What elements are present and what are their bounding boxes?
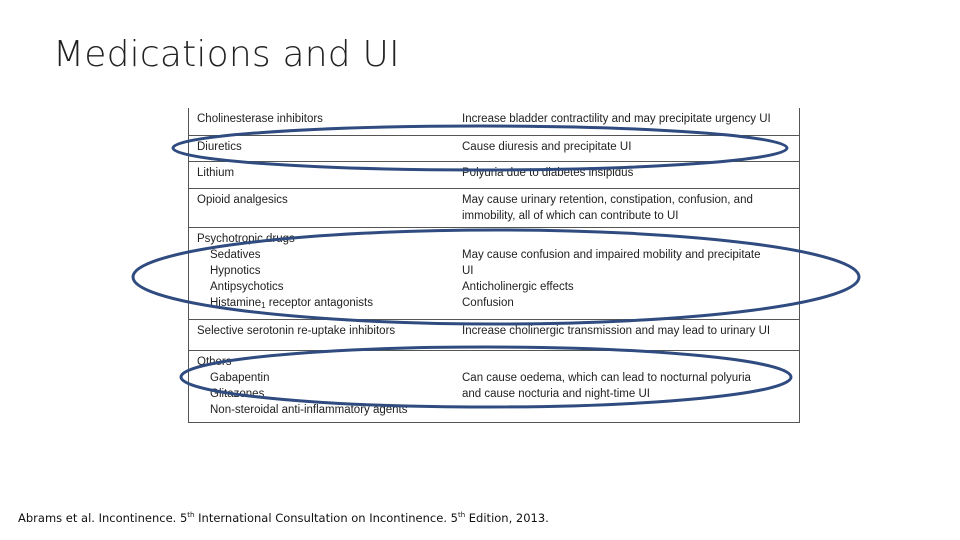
drug-name-subscript: 1 — [261, 301, 266, 310]
drug-name: Sedatives — [210, 249, 261, 261]
effect-text: Cause diuresis and precipitate UI — [462, 141, 632, 153]
effect-text: Increase bladder contractility and may precipitate urgency UI — [462, 113, 771, 125]
effect-text: May cause urinary retention, constipation, confusion, and — [462, 194, 753, 206]
drug-name: Cholinesterase inhibitors — [197, 113, 323, 125]
effect-text: and cause nocturia and night-time UI — [462, 388, 650, 400]
effect-cell — [462, 165, 792, 181]
table-row — [189, 351, 799, 422]
drug-cell — [197, 192, 457, 208]
effect-text: UI — [462, 265, 474, 277]
drug-name — [197, 295, 457, 314]
drug-name: Diuretics — [197, 141, 242, 153]
effect-text: Confusion — [462, 297, 514, 309]
effect-cell — [462, 323, 792, 339]
drug-name: Lithium — [197, 167, 235, 179]
drug-name: Opioid analgesics — [197, 194, 288, 206]
medications-table — [188, 108, 800, 423]
effect-text — [462, 231, 792, 247]
drug-name-part: receptor antagonists — [265, 297, 373, 309]
effect-cell — [462, 111, 792, 127]
citation-superscript: th — [457, 511, 466, 520]
slide-title: Medications and UI — [53, 34, 400, 75]
table-row — [189, 228, 799, 320]
effect-cell — [462, 354, 792, 402]
drug-cell — [197, 354, 457, 418]
effect-text: Increase cholinergic transmission and may lead to urinary UI — [462, 325, 771, 337]
drug-group-heading: Psychotropic drugs — [197, 233, 295, 245]
citation-superscript: th — [187, 511, 195, 520]
effect-cell — [462, 139, 792, 155]
effect-cell — [462, 192, 792, 224]
drug-cell — [197, 323, 457, 339]
drug-cell — [197, 111, 457, 127]
drug-name: Antipsychotics — [210, 281, 284, 293]
drug-name: Non-steroidal anti-inflammatory agents — [210, 404, 408, 416]
table-row — [189, 136, 799, 162]
effect-text: immobility, all of which can contribute to UI — [462, 210, 679, 222]
table-row — [189, 162, 799, 189]
drug-cell — [197, 139, 457, 155]
drug-cell — [197, 165, 457, 181]
drug-name-part: Histamine — [210, 297, 262, 309]
effect-cell — [462, 231, 792, 311]
table-row — [189, 320, 799, 351]
citation-text: International Consultation on Incontinence. 5 — [194, 511, 458, 525]
effect-text: May cause confusion and impaired mobility and precipitate — [462, 249, 761, 261]
drug-name: Glitazones — [210, 388, 265, 400]
effect-text: Polyuria due to diabetes insipidus — [462, 167, 634, 179]
effect-text: Anticholinergic effects — [462, 281, 574, 293]
drug-name: Gabapentin — [210, 372, 270, 384]
drug-name: Selective serotonin re-uptake inhibitors — [197, 325, 396, 337]
drug-cell — [197, 231, 457, 314]
effect-text — [462, 354, 792, 370]
drug-group-heading: Others — [197, 356, 232, 368]
table-row — [189, 108, 799, 136]
citation-text: Abrams et al. Incontinence. 5 — [18, 511, 188, 525]
table-row — [189, 189, 799, 228]
citation — [18, 511, 549, 525]
drug-name: Hypnotics — [210, 265, 261, 277]
effect-text: Can cause oedema, which can lead to nocturnal polyuria — [462, 372, 751, 384]
citation-text: Edition, 2013. — [465, 511, 549, 525]
